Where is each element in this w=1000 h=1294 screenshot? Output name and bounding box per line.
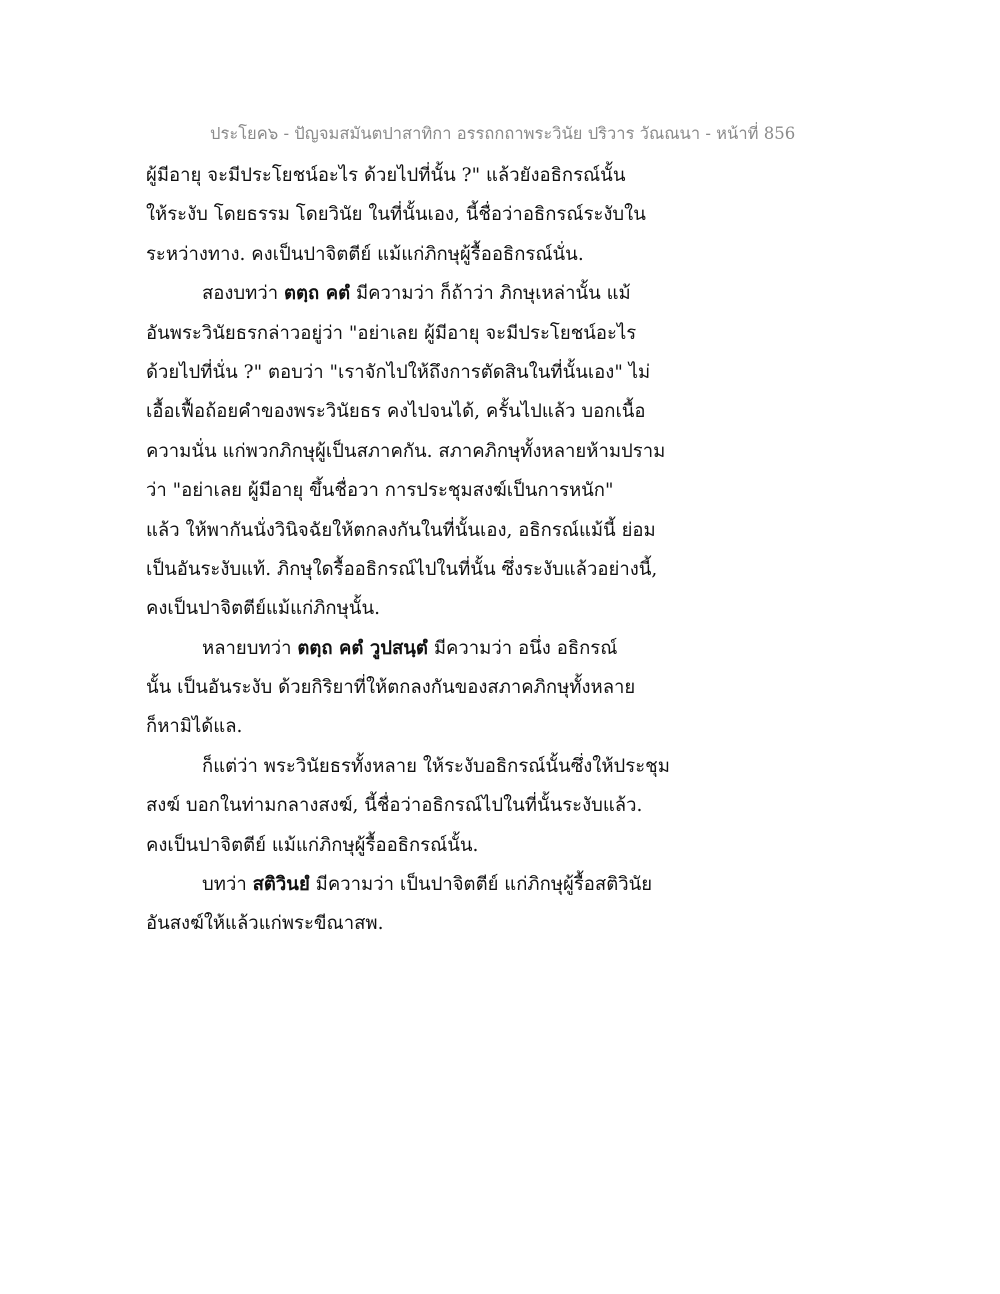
- text-line: ก็หามิได้แล.: [146, 716, 243, 738]
- text-line: นั้น เป็นอันระงับ ด้วยกิริยาที่ให้ตกลงกันของสภาคภิกษุทั้งหลาย: [146, 677, 636, 699]
- paragraph-start-line: ก็แต่ว่า พระวินัยธรทั้งหลาย ให้ระงับอธิกรณ์นั้นซึ่งให้ประชุม: [202, 755, 670, 777]
- text-line: ด้วยไปที่นั่น ?" ตอบว่า "เราจักไปให้ถึงการตัดสินในที่นั้นเอง" ไม่: [146, 361, 651, 383]
- text-line: ให้ระงับ โดยธรรม โดยวินัย ในที่นั้นเอง, นี้ชื่อว่าอธิกรณ์ระงับใน: [146, 204, 646, 226]
- text-line: แล้ว ให้พากันนั่งวินิจฉัยให้ตกลงกันในที่นั้นเอง, อธิกรณ์แม้นี้ ย่อม: [146, 519, 656, 541]
- text-line: เป็นอันระงับแท้. ภิกษุใดรื้ออธิกรณ์ไปในที่นั้น ซึ่งระงับแล้วอย่างนี้,: [146, 558, 658, 580]
- line-rest-text: มีความว่า ก็ถ้าว่า ภิกษุเหล่านั้น แม้: [350, 283, 631, 305]
- line-lead-text: สองบทว่า: [202, 283, 285, 305]
- text-line: ผู้มีอายุ จะมีประโยชน์อะไร ด้วยไปที่นั้น ?" แล้วยังอธิกรณ์นั้น: [146, 165, 626, 186]
- line-lead-text: หลายบทว่า: [202, 637, 298, 659]
- line-rest-text: มีความว่า อนึ่ง อธิกรณ์: [427, 637, 618, 659]
- pali-term: ตตฺถ คตํ วูปสนฺตํ: [297, 637, 428, 659]
- line-rest-text: มีความว่า เป็นปาจิตตีย์ แก่ภิกษุผู้รื้อสติวินัย: [309, 874, 653, 896]
- text-line: ว่า "อย่าเลย ผู้มีอายุ ขึ้นชื่อวา การประชุมสงฆ์เป็นการหนัก": [146, 480, 614, 502]
- line-lead-text: บทว่า: [202, 874, 253, 896]
- text-line: คงเป็นปาจิตตีย์ แม้แก่ภิกษุผู้รื้ออธิกรณ์นั้น.: [146, 834, 479, 856]
- page-header: ประโยค๖ - ปัญจมสมันตปาสาทิกา อรรถกถาพระวินัย ปริวาร วัณณนา - หน้าที่ 856: [210, 124, 796, 143]
- pali-term: สติวินยํ: [252, 874, 310, 896]
- text-line: สงฆ์ บอกในท่ามกลางสงฆ์, นี้ชื่อว่าอธิกรณ์ไปในที่นั้นระงับแล้ว.: [146, 795, 643, 817]
- paragraph-start-line: [146, 865, 706, 904]
- text-line: อันสงฆ์ให้แล้วแก่พระขีณาสพ.: [146, 913, 384, 935]
- body-text: [146, 156, 706, 944]
- text-line: อันพระวินัยธรกล่าวอยู่ว่า "อย่าเลย ผู้มีอายุ จะมีประโยชน์อะไร: [146, 322, 637, 344]
- text-line: ระหว่างทาง. คงเป็นปาจิตตีย์ แม้แก่ภิกษุผู้รื้ออธิกรณ์นั่น.: [146, 243, 584, 265]
- text-line: คงเป็นปาจิตตีย์แม้แก่ภิกษุนั้น.: [146, 598, 380, 620]
- text-line: เอื้อเฟื้อถ้อยคำของพระวินัยธร คงไปจนได้, ครั้นไปแล้ว บอกเนื้อ: [146, 401, 646, 423]
- pali-term: ตตฺถ คตํ: [284, 283, 351, 305]
- paragraph-start-line: [146, 274, 706, 313]
- text-line: ความนั่น แก่พวกภิกษุผู้เป็นสภาคกัน. สภาคภิกษุทั้งหลายห้ามปราม: [146, 440, 666, 462]
- paragraph-start-line: [146, 629, 706, 668]
